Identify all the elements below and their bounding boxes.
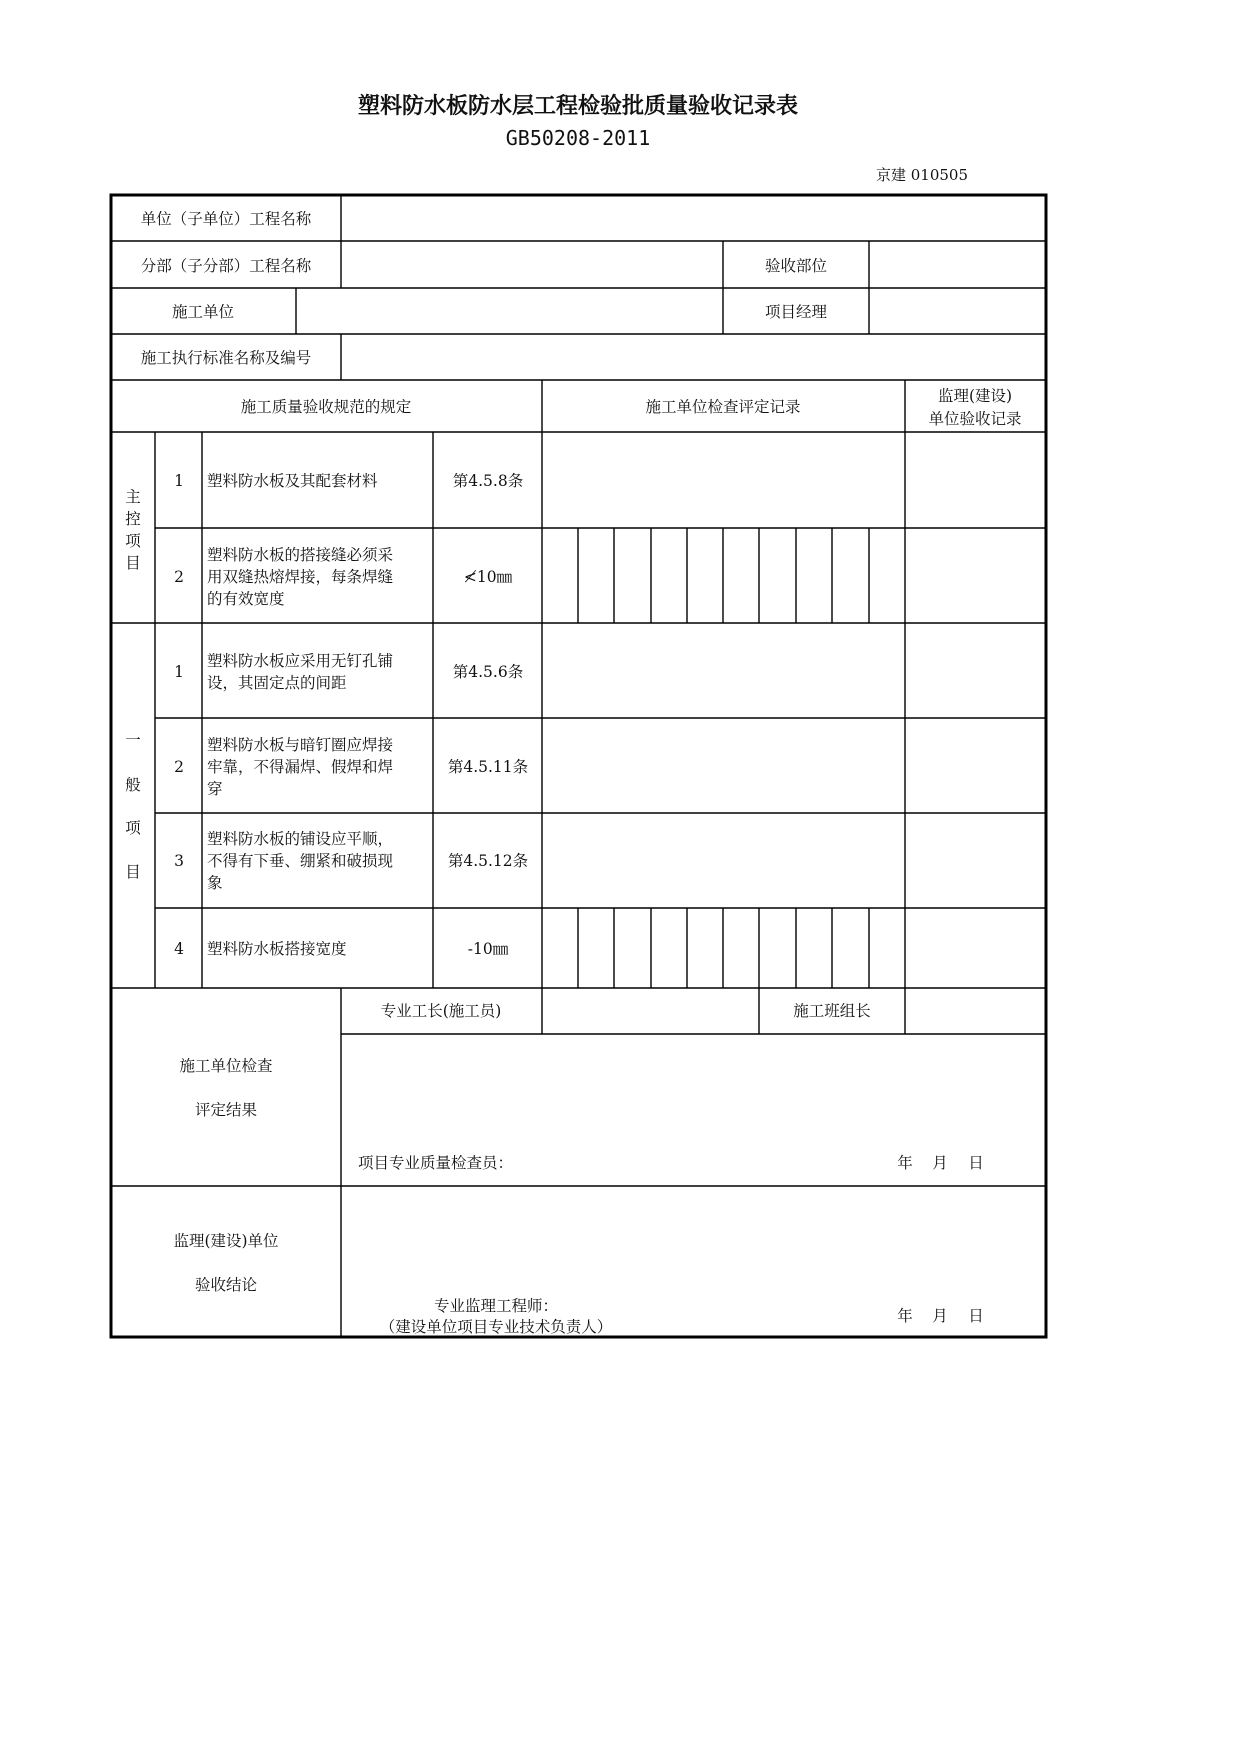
svg-text:项: 项 [125,819,141,837]
form-title: 塑料防水板防水层工程检验批质量验收记录表 [357,94,799,119]
engineer-note: （建设单位项目专业技术负责人） [379,1318,613,1336]
svg-text:月: 月 [932,1154,948,1172]
form-code: 京建 010505 [875,166,968,184]
constructor-label: 施工单位 [171,303,235,321]
svg-text:塑料防水板的铺设应平顺，: 塑料防水板的铺设应平顺， [207,830,394,848]
standard-code: GB50208-2011 [505,126,651,150]
svg-text:控: 控 [125,510,141,528]
main-control-item-1 [174,472,523,490]
general-item-4 [174,940,509,958]
constructor-result-label: 施工单位检查 [179,1057,273,1075]
constructor-result-label: 评定结果 [194,1101,258,1119]
division-label: 分部（子分部）工程名称 [140,257,312,275]
svg-text:塑料防水板与暗钉圈应焊接: 塑料防水板与暗钉圈应焊接 [207,736,394,754]
svg-text:塑料防水板应采用无钉孔铺: 塑料防水板应采用无钉孔铺 [207,652,394,670]
supervision-column-header: 单位验收记录 [928,410,1022,428]
team-leader-label: 施工班组长 [793,1002,871,1020]
svg-text:2: 2 [174,568,184,586]
svg-text:年: 年 [897,1307,913,1325]
svg-text:第4.5.8条: 第4.5.8条 [452,472,524,490]
svg-text:日: 日 [968,1154,984,1172]
svg-text:塑料防水板及其配套材料: 塑料防水板及其配套材料 [207,472,378,490]
record-column-header: 施工单位检查评定记录 [645,398,801,416]
inspector-label: 项目专业质量检查员： [358,1154,514,1172]
supervision-conclusion-label: 监理(建设)单位 [173,1232,279,1250]
svg-text:牢靠，不得漏焊、假焊和焊: 牢靠，不得漏焊、假焊和焊 [207,758,394,776]
svg-text:塑料防水板搭接宽度: 塑料防水板搭接宽度 [207,940,347,958]
svg-text:般: 般 [125,776,141,794]
svg-text:一: 一 [125,731,141,749]
general-item-2 [174,736,528,798]
svg-text:项: 项 [125,532,141,550]
svg-text:第4.5.6条: 第4.5.6条 [452,663,524,681]
svg-text:-10㎜: -10㎜ [467,940,509,958]
svg-text:≮10㎜: ≮10㎜ [463,568,513,586]
svg-text:不得有下垂、绷紧和破损现: 不得有下垂、绷紧和破损现 [207,852,394,870]
svg-text:年: 年 [897,1154,913,1172]
svg-text:穿: 穿 [207,780,223,798]
engineer-label: 专业监理工程师： [433,1297,559,1315]
svg-text:主: 主 [125,488,141,506]
standard-label: 施工执行标准名称及编号 [140,349,312,367]
general-group-label [125,731,141,881]
supervision-conclusion-label: 验收结论 [194,1276,258,1294]
svg-text:塑料防水板的搭接缝必须采: 塑料防水板的搭接缝必须采 [207,546,394,564]
svg-text:用双缝热熔焊接，每条焊缝: 用双缝热熔焊接，每条焊缝 [207,568,394,586]
unit-project-label: 单位（子单位）工程名称 [140,210,312,228]
svg-text:目: 目 [125,554,141,572]
svg-text:1: 1 [174,663,184,681]
foreman-label: 专业工长(施工员) [380,1002,502,1020]
svg-text:日: 日 [968,1307,984,1325]
svg-text:目: 目 [125,863,141,881]
supervision-column-header: 监理(建设) [937,387,1013,405]
main-control-group-label [125,488,141,572]
spec-column-header: 施工质量验收规范的规定 [240,398,412,416]
svg-text:4: 4 [174,940,184,958]
project-manager-label: 项目经理 [764,303,828,321]
svg-text:3: 3 [174,852,184,870]
main-control-item-2 [174,546,513,608]
acceptance-part-label: 验收部位 [764,257,828,275]
measurement-grid-main-2 [578,528,869,623]
supervision-date [897,1306,984,1325]
svg-text:象: 象 [207,874,223,892]
svg-text:第4.5.12条: 第4.5.12条 [447,852,529,870]
general-item-1 [174,652,523,692]
svg-text:2: 2 [174,758,184,776]
svg-text:1: 1 [174,472,184,490]
measurement-grid-general-4 [578,908,869,988]
svg-text:月: 月 [932,1307,948,1325]
general-item-3 [174,830,528,892]
constructor-date [897,1153,984,1172]
svg-text:第4.5.11条: 第4.5.11条 [447,758,529,776]
svg-text:的有效宽度: 的有效宽度 [207,590,285,608]
svg-text:设，其固定点的间距: 设，其固定点的间距 [207,674,347,692]
